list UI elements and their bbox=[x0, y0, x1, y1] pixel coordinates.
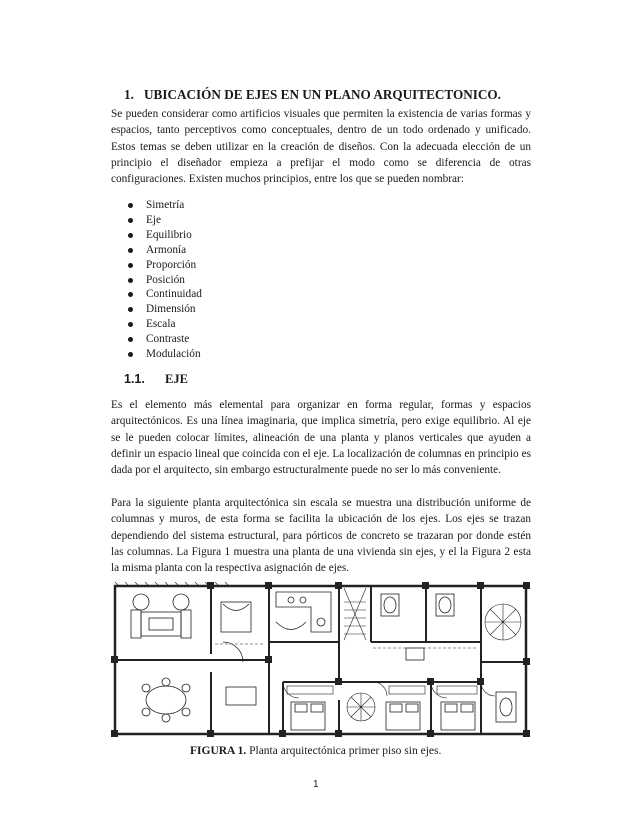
principle-item: Equilibrio bbox=[127, 228, 202, 243]
principle-item: Posición bbox=[127, 273, 202, 288]
floor-plan-figure bbox=[111, 582, 530, 739]
figure-caption-text: Planta arquitectónica primer piso sin ejes. bbox=[246, 745, 442, 757]
subsection-number: 1.1. bbox=[124, 372, 145, 386]
principle-item: Escala bbox=[127, 317, 202, 332]
axis-definition-paragraph: Es el elemento más elemental para organizar en forma regular, formas y espacios arquitectónicos. Es una línea imaginaria, que implica simetría, pero exige equilibrio. Al eje se le pueden colocar límites, alineación de una planta y planos verticales que ayuden a definir un espacio lineal que coincida con el eje. La localización de columnas en principio es dada por el arquitecto, sin embargo estructuralmente puede no ser lo más conveniente. bbox=[111, 399, 531, 477]
principle-item: Proporción bbox=[127, 258, 202, 273]
figure-caption bbox=[190, 745, 441, 757]
section-heading-1 bbox=[124, 87, 501, 103]
floor-plan-paragraph: Para la siguiente planta arquitectónica sin escala se muestra una distribución uniforme de columnas y muros, de esta forma se facilita la ubicación de los ejes. Los ejes se trazan dependiendo del sistema estructural, para pórticos de concreto se trazaran por donde estén las columnas. La Figura 1 muestra una planta de una vivienda sin ejes, y el la Figura 2 esta la misma planta con la respectiva asignación de ejes. bbox=[111, 497, 531, 575]
principle-item: Modulación bbox=[127, 347, 202, 362]
principle-item: Continuidad bbox=[127, 287, 202, 302]
figure-label: FIGURA 1. bbox=[190, 745, 247, 757]
section-title: UBICACIÓN DE EJES EN UN PLANO ARQUITECTONICO. bbox=[144, 87, 501, 102]
principle-item: Simetría bbox=[127, 198, 202, 213]
subsection-title: EJE bbox=[165, 372, 188, 386]
page-number: 1 bbox=[313, 779, 319, 790]
principle-item: Armonía bbox=[127, 243, 202, 258]
principles-list bbox=[127, 198, 202, 362]
section-heading-1-1 bbox=[124, 372, 188, 387]
principle-item: Contraste bbox=[127, 332, 202, 347]
intro-paragraph: Se pueden considerar como artificios visuales que permiten la existencia de varias formas y espacios, tanto perceptivos como conceptuales, dentro de un todo ordenado y unificado. Estos temas se deben utilizar en la creación de diseños. Con la adecuada elección de un principio el diseñador empieza a prefijar el modo como se diferencia de otras configuraciones. Existen muchos principios, entre los que se pueden nombrar: bbox=[111, 108, 531, 186]
principle-item: Dimensión bbox=[127, 302, 202, 317]
principle-item: Eje bbox=[127, 213, 202, 228]
section-number: 1. bbox=[124, 87, 134, 102]
